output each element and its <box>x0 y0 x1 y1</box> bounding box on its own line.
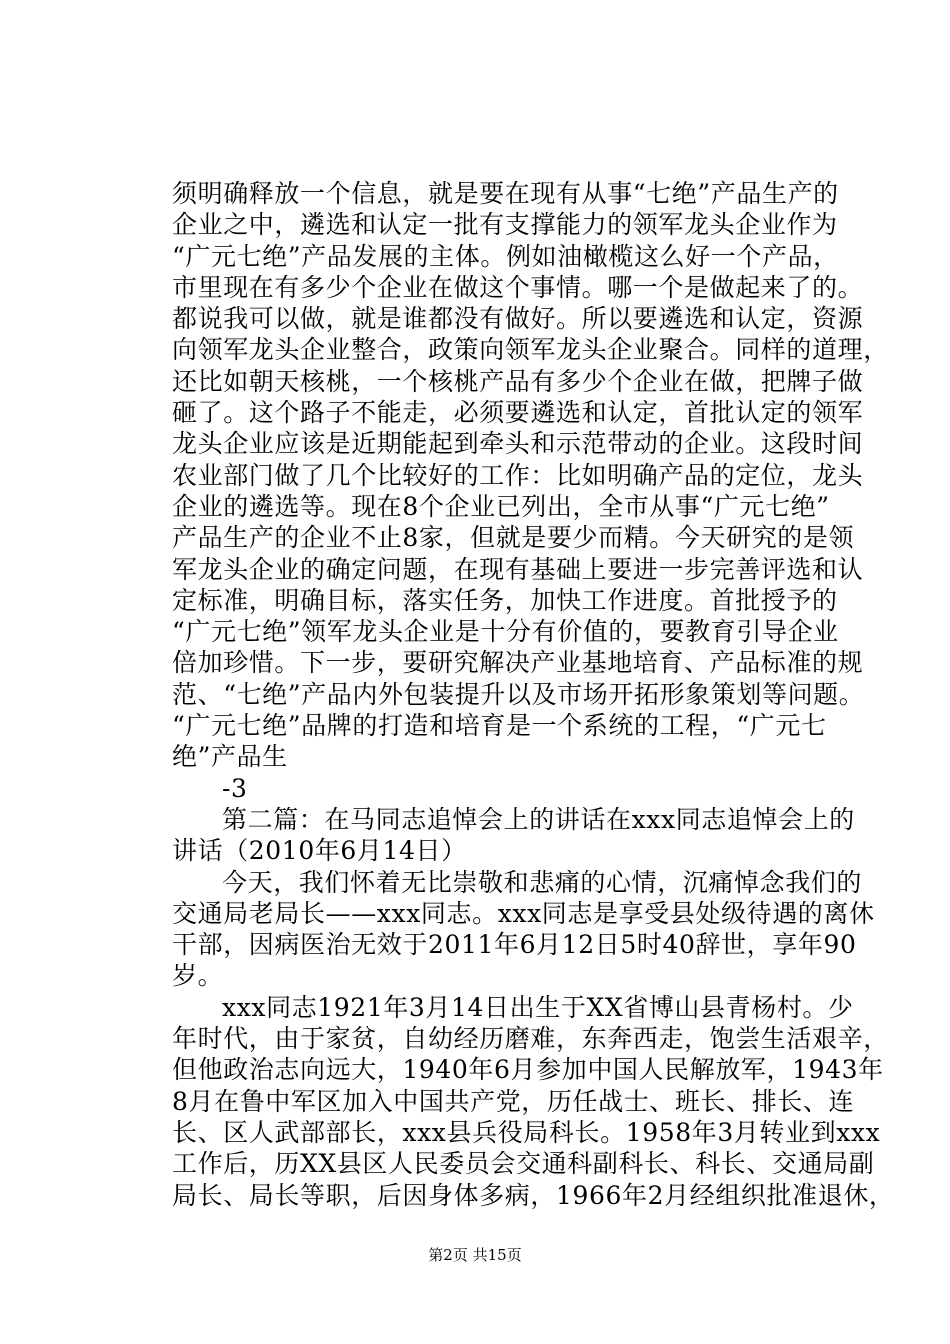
body-line: 绝”产品生 <box>172 742 288 772</box>
body-line: 产品生产的企业不止8家，但就是要少而精。今天研究的是领 <box>172 523 855 553</box>
body-line: 局长、局长等职，后因身体多病，1966年2月经组织批准退休， <box>172 1180 895 1210</box>
body-line: 岁。 <box>172 961 224 991</box>
body-line: 干部，因病医治无效于2011年6月12日5时40辞世，享年90 <box>172 930 857 960</box>
body-line: 都说我可以做，就是谁都没有做好。所以要遴选和认定，资源 <box>172 304 864 334</box>
body-line: 须明确释放一个信息，就是要在现有从事“七绝”产品生产的 <box>172 179 839 208</box>
section-title: 第二篇：在马同志追悼会上的讲话在xxx同志追悼会上的 <box>222 804 855 834</box>
section-title: 讲话（2010年6月14日） <box>172 836 467 866</box>
body-line: 市里现在有多少个企业在做这个事情。哪一个是做起来了的。 <box>172 272 864 302</box>
body-line: 范、“七绝”产品内外包装提升以及市场开拓形象策划等问题。 <box>172 679 865 709</box>
body-line: 今天，我们怀着无比崇敬和悲痛的心情，沉痛悼念我们的 <box>222 867 863 897</box>
body-line: 长、区人武部部长，xxx县兵役局科长。1958年3月转业到xxx <box>172 1117 881 1147</box>
body-line: 工作后，历XX县区人民委员会交通科副科长、科长、交通局副 <box>172 1149 875 1179</box>
body-line: 企业之中，遴选和认定一批有支撑能力的领军龙头企业作为 <box>172 210 838 240</box>
body-line: 龙头企业应该是近期能起到牵头和示范带动的企业。这段时间 <box>172 429 864 459</box>
body-line: “广元七绝”领军龙头企业是十分有价值的，要教育引导企业 <box>172 617 839 647</box>
body-line: 还比如朝天核桃，一个核桃产品有多少个企业在做，把牌子做 <box>172 366 864 396</box>
body-line: 8月在鲁中军区加入中国共产党，历任战士、班长、排长、连 <box>172 1086 855 1116</box>
body-line: 倍加珍惜。下一步，要研究解决产业基地培育、产品标准的规 <box>172 648 864 678</box>
body-line: “广元七绝”产品发展的主体。例如油橄榄这么好一个产品， <box>172 241 839 271</box>
body-line: 定标准，明确目标，落实任务，加快工作进度。首批授予的 <box>172 585 838 615</box>
body-line: xxx同志1921年3月14日出生于XX省博山县青杨村。少 <box>222 992 854 1022</box>
page-footer: 第2页 共15页 <box>428 1246 522 1264</box>
document-body <box>172 178 895 1211</box>
body-line: 交通局老局长——xxx同志。xxx同志是享受县处级待遇的离休 <box>172 898 875 928</box>
body-line: 企业的遴选等。现在8个企业已列出，全市从事“广元七绝” <box>172 491 830 521</box>
page-marker: -3 <box>222 773 248 803</box>
body-line: 年时代，由于家贫，自幼经历磨难，东奔西走，饱尝生活艰辛， <box>172 1024 889 1054</box>
body-line: “广元七绝”品牌的打造和培育是一个系统的工程，“广元七 <box>172 711 827 741</box>
body-line: 但他政治志向远大，1940年6月参加中国人民解放军，1943年 <box>172 1055 884 1085</box>
body-line: 砸了。这个路子不能走，必须要遴选和认定，首批认定的领军 <box>172 398 864 428</box>
body-line: 农业部门做了几个比较好的工作：比如明确产品的定位，龙头 <box>172 460 864 490</box>
body-line: 军龙头企业的确定问题，在现有基础上要进一步完善评选和认 <box>172 554 864 584</box>
body-line: 向领军龙头企业整合，政策向领军龙头企业聚合。同样的道理， <box>172 335 889 365</box>
